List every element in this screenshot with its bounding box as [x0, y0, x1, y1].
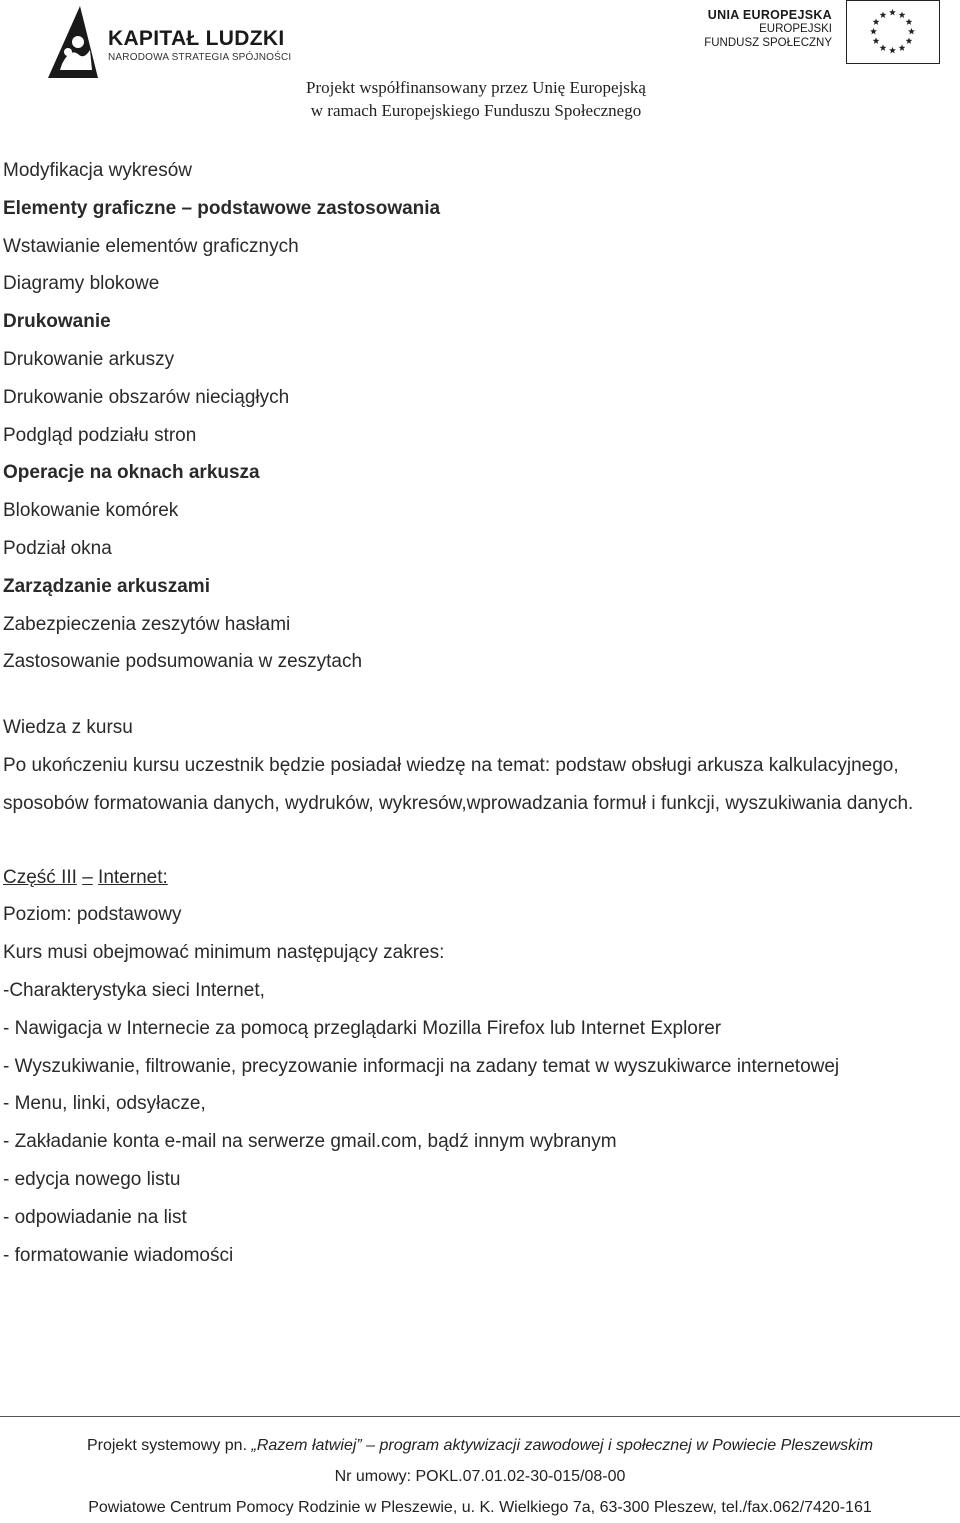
level-label: Poziom:: [3, 904, 72, 926]
project-line-2: w ramach Europejskiego Funduszu Społecznego: [310, 101, 642, 120]
eu-star-icon: [870, 28, 877, 35]
scope-list: [3, 972, 953, 1274]
part3-title-part: Część III: [3, 866, 77, 888]
eu-star-icon: [899, 11, 906, 18]
eu-star-icon: [889, 47, 896, 54]
topic-item: Modyfikacja wykresów: [3, 160, 192, 181]
project-cofinancing-note: [266, 76, 686, 122]
scope-item: - edycja nowego listu: [3, 1168, 181, 1190]
topic-item: Operacje na oknach arkusza: [3, 462, 260, 484]
eu-logo-line3: FUNDUSZ SPOŁECZNY: [704, 37, 832, 49]
part3-title-dash: –: [82, 866, 93, 888]
eu-logo-line1: UNIA EUROPEJSKA: [707, 8, 832, 22]
knowledge-heading: Wiedza z kursu: [3, 717, 133, 739]
document-body: [3, 152, 953, 1274]
eu-star-icon: [906, 18, 913, 25]
kapital-ludzki-subtitle: NARODOWA STRATEGIA SPÓJNOŚCI: [108, 52, 292, 63]
eu-logo-line2: EUROPEJSKI: [759, 23, 832, 35]
topic-item: Zabezpieczenia zeszytów hasłami: [3, 613, 291, 635]
topic-item: Podgląd podziału stron: [3, 424, 197, 446]
eu-star-icon: [906, 37, 913, 44]
eu-star-icon: [880, 11, 887, 18]
topic-item: Drukowanie obszarów nieciągłych: [3, 386, 290, 408]
topic-item: Wstawianie elementów graficznych: [3, 235, 299, 257]
level-line: [3, 896, 953, 934]
scope-item: - Menu, linki, odsyłacze,: [3, 1093, 206, 1115]
topic-item: Drukowanie: [3, 311, 111, 333]
eu-logo: [700, 0, 940, 66]
topic-item: Zarządzanie arkuszami: [3, 575, 210, 597]
footer: [0, 1430, 960, 1523]
eu-star-icon: [908, 28, 915, 35]
footer-line-1: [0, 1430, 960, 1461]
part3-title: [3, 859, 953, 897]
scope-item: -Charakterystyka sieci Internet,: [3, 979, 265, 1001]
scope-item: - Zakładanie konta e-mail na serwerze gmail.com, bądź innym wybranym: [3, 1131, 617, 1153]
eu-star-icon: [899, 44, 906, 51]
scope-item: - formatowanie wiadomości: [3, 1244, 234, 1266]
topic-item: Diagramy blokowe: [3, 273, 160, 295]
topic-list: [3, 152, 953, 681]
scope-intro: Kurs musi obejmować minimum następujący zakres:: [3, 942, 445, 964]
level-value: podstawowy: [76, 904, 182, 926]
scope-item: - Wyszukiwanie, filtrowanie, precyzowanie informacji na zadany temat w wyszukiwarce internetowej: [3, 1055, 840, 1077]
topic-item: Blokowanie komórek: [3, 500, 179, 522]
eu-star-icon: [873, 37, 880, 44]
eu-star-icon: [889, 9, 896, 16]
kapital-ludzki-emblem-icon: [40, 4, 104, 82]
footer-line-3: Powiatowe Centrum Pomocy Rodzinie w Pleszewie, u. K. Wielkiego 7a, 63-300 Pleszew, tel./fax.062/7420-161: [88, 1499, 872, 1516]
kapital-ludzki-logo: [40, 4, 292, 82]
footer-project-prefix: Projekt systemowy pn.: [86, 1437, 248, 1454]
scope-item: - odpowiadanie na list: [3, 1206, 187, 1228]
part3-title-topic: Internet:: [98, 866, 168, 888]
kapital-ludzki-name: KAPITAŁ LUDZKI: [108, 27, 285, 50]
project-line-1: Projekt współfinansowany przez Unię Europejską: [306, 78, 646, 97]
footer-project-title: „Razem łatwiej” – program aktywizacji zawodowej i społecznej w Powiecie Pleszewskim: [251, 1437, 874, 1454]
topic-item: Podział okna: [3, 537, 112, 559]
footer-line-2: Nr umowy: POKL.07.01.02-30-015/08-00: [334, 1468, 626, 1485]
eu-star-icon: [873, 18, 880, 25]
eu-flag-icon: [846, 0, 940, 64]
scope-item: - Nawigacja w Internecie za pomocą przeglądarki Mozilla Firefox lub Internet Explorer: [3, 1017, 722, 1039]
footer-divider: [0, 1416, 960, 1417]
knowledge-text: Po ukończeniu kursu uczestnik będzie posiadał wiedzę na temat: podstaw obsługi arkusza kalkulacyjnego, sposobów formatowania danych, wydruków, wykresów,wprowadzania formuł i funkcji, wyszukiwania danych.: [3, 754, 914, 814]
topic-item: Drukowanie arkuszy: [3, 348, 175, 370]
eu-star-icon: [880, 44, 887, 51]
topic-item: Elementy graficzne – podstawowe zastosowania: [3, 197, 441, 219]
topic-item: Zastosowanie podsumowania w zeszytach: [3, 651, 363, 673]
